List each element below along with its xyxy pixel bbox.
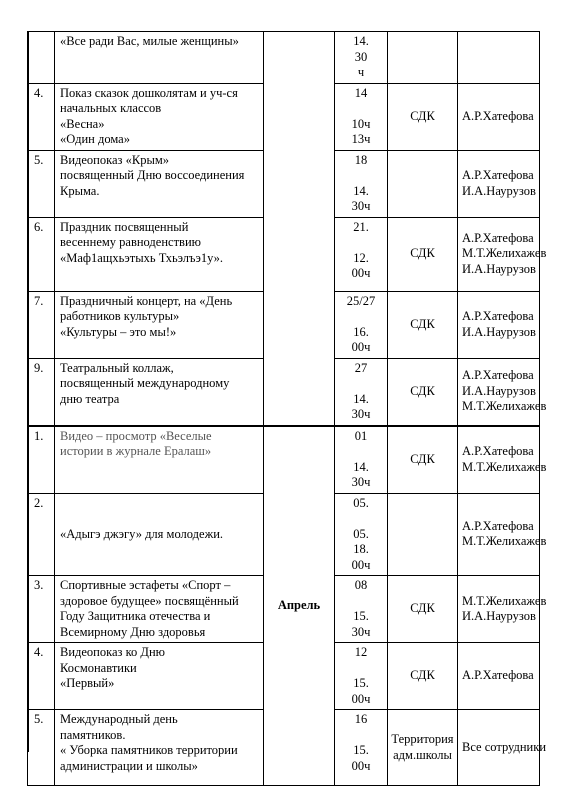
place-cell: СДК <box>388 576 458 643</box>
row-number: 4. <box>28 83 55 150</box>
responsible-line: И.А.Наурузов <box>462 609 536 623</box>
date-line: 30ч <box>351 475 371 489</box>
table-row <box>28 32 540 84</box>
place-cell <box>388 493 458 576</box>
responsible-line: Все сотрудники <box>462 739 547 754</box>
place-cell <box>388 32 458 84</box>
event-line: администрации и школы» <box>60 758 198 773</box>
responsible-line: А.Р.Хатефова <box>462 518 534 533</box>
event-cell <box>55 493 264 576</box>
responsible-line: А.Р.Хатефова <box>462 668 534 683</box>
date-time-cell <box>335 291 388 358</box>
responsible-line: М.Т.Желихажев <box>462 593 547 608</box>
date-line: 14. <box>353 391 369 406</box>
date-line: 14. <box>353 34 369 48</box>
date-line <box>335 594 387 610</box>
date-line: 30 <box>354 49 368 64</box>
event-line: Международный день <box>60 712 178 726</box>
event-line: Театральный коллаж, <box>60 360 174 375</box>
date-line: 00ч <box>351 266 371 280</box>
table-row <box>28 426 540 494</box>
date-line: 27 <box>354 360 368 375</box>
responsible-line: М.Т.Желихажев <box>462 246 547 261</box>
event-cell <box>55 32 264 84</box>
date-time-cell <box>335 358 388 426</box>
date-line <box>335 235 387 251</box>
event-line: здоровое будущее» посвящённый <box>60 593 239 608</box>
left-border <box>27 31 29 752</box>
event-cell <box>55 358 264 426</box>
responsible-line: И.А.Наурузов <box>462 183 536 198</box>
responsible-line: А.Р.Хатефова <box>462 309 534 323</box>
responsible-cell <box>458 643 540 710</box>
responsible-line: А.Р.Хатефова <box>462 108 534 123</box>
date-line: 01 <box>354 428 368 443</box>
date-time-cell <box>335 576 388 643</box>
date-line: 15. <box>353 676 369 690</box>
responsible-line: А.Р.Хатефова <box>462 368 534 383</box>
event-cell <box>55 710 264 786</box>
responsible-line: М.Т.Желихажев <box>462 534 547 549</box>
event-cell <box>55 291 264 358</box>
date-line: 15. <box>353 609 369 623</box>
date-line: 14. <box>353 183 369 198</box>
responsible-line: М.Т.Желихажев <box>462 459 547 474</box>
date-line <box>335 168 387 184</box>
event-cell <box>55 83 264 150</box>
event-line: начальных классов <box>60 101 162 115</box>
date-line: 12 <box>354 645 368 659</box>
event-line: дню театра <box>60 391 120 406</box>
date-time-cell <box>335 426 388 494</box>
date-line <box>335 101 387 117</box>
event-line: Году Защитника отечества и <box>60 609 211 623</box>
month-cell-empty <box>264 32 335 426</box>
date-line: 25/27 <box>346 293 376 308</box>
row-number: 6. <box>28 217 55 291</box>
event-line: «Первый» <box>60 676 115 690</box>
event-line: Космонавтики <box>60 660 137 675</box>
responsible-line: М.Т.Желихажев <box>462 399 547 414</box>
event-line: «Один дома» <box>60 132 130 146</box>
event-line: памятников. <box>60 727 126 742</box>
date-time-cell <box>335 493 388 576</box>
responsible-line: И.А.Наурузов <box>462 261 536 276</box>
place-cell: Территория адм.школы <box>388 710 458 786</box>
responsible-cell <box>458 83 540 150</box>
date-line <box>335 661 387 677</box>
event-cell <box>55 426 264 494</box>
event-line: Крыма. <box>60 183 100 198</box>
event-line: « Уборка памятников территории <box>60 743 238 757</box>
event-line: истории в журнале Ералаш» <box>60 444 212 458</box>
responsible-line: А.Р.Хатефова <box>462 168 534 182</box>
month-cell: Апрель <box>264 426 335 786</box>
responsible-cell <box>458 150 540 217</box>
date-line <box>335 444 387 460</box>
responsible-cell <box>458 32 540 84</box>
responsible-cell <box>458 217 547 291</box>
date-line: 00ч <box>351 340 371 354</box>
place-cell: СДК <box>388 291 458 358</box>
date-line <box>335 376 387 392</box>
event-line: посвященный Дню воссоединения <box>60 168 245 182</box>
responsible-cell <box>458 358 547 426</box>
date-line: 05. <box>353 495 369 510</box>
row-number: 7. <box>28 291 55 358</box>
date-line <box>335 511 387 527</box>
event-line: Всемирному Дню здоровья <box>60 624 206 639</box>
responsible-line: И.А.Наурузов <box>462 324 536 339</box>
date-line: 12. <box>353 250 369 265</box>
event-line: «Адыгэ джэгу» для молодежи. <box>60 526 224 541</box>
date-line: 14 <box>354 85 368 100</box>
row-number: 3. <box>28 576 55 643</box>
date-line: 00ч <box>351 691 371 706</box>
date-time-cell <box>335 643 388 710</box>
date-time-cell <box>335 217 388 291</box>
responsible-cell <box>458 576 547 643</box>
place-cell: СДК <box>388 358 458 426</box>
event-line: весеннему равноденствию <box>60 235 201 249</box>
date-line: 00ч <box>351 758 371 773</box>
row-number: 5. <box>28 710 55 786</box>
event-line: «Весна» <box>60 116 105 131</box>
date-line: 30ч <box>351 624 371 639</box>
event-cell <box>55 150 264 217</box>
date-line: 15. <box>353 743 369 757</box>
date-line: 16 <box>354 712 368 726</box>
events-table <box>27 31 547 786</box>
date-line: 10ч <box>351 116 371 131</box>
row-number <box>28 32 55 84</box>
row-number: 5. <box>28 150 55 217</box>
event-line: Видео – просмотр «Веселые <box>60 428 212 443</box>
date-line: 30ч <box>351 199 371 213</box>
date-time-cell <box>335 32 388 84</box>
event-line: Показ сказок дошколятам и уч-ся <box>60 85 238 100</box>
place-cell: СДК <box>388 217 458 291</box>
date-line: 13ч <box>351 132 371 146</box>
row-number: 4. <box>28 643 55 710</box>
date-line: ч <box>357 65 365 79</box>
date-time-cell <box>335 83 388 150</box>
place-cell: СДК <box>388 83 458 150</box>
event-line: работников культуры» <box>60 309 180 323</box>
responsible-line: И.А.Наурузов <box>462 383 536 398</box>
date-time-cell <box>335 150 388 217</box>
event-cell <box>55 576 264 643</box>
event-line: «Маф1ащхьэтыхь Тхьэлъэ1у». <box>60 250 224 265</box>
date-line: 16. <box>353 324 369 339</box>
responsible-line: А.Р.Хатефова <box>462 444 534 458</box>
date-line: 08 <box>354 578 368 592</box>
responsible-line: А.Р.Хатефова <box>462 230 534 245</box>
event-line: Праздничный концерт, на «День <box>60 293 233 308</box>
event-cell <box>55 217 264 291</box>
event-line: Праздник посвященный <box>60 219 189 234</box>
event-line: Спортивные эстафеты «Спорт – <box>60 578 231 592</box>
date-time-cell <box>335 710 388 786</box>
place-cell: СДК <box>388 643 458 710</box>
date-line: 05. <box>353 526 369 541</box>
responsible-cell <box>458 291 540 358</box>
event-line: «Все ради Вас, милые женщины» <box>60 34 239 48</box>
place-cell: СДК <box>388 426 458 494</box>
date-line: 14. <box>353 459 369 474</box>
event-line: «Культуры – это мы!» <box>60 324 177 339</box>
date-line: 18 <box>354 152 368 167</box>
place-cell <box>388 150 458 217</box>
responsible-cell <box>458 426 547 494</box>
responsible-cell <box>458 493 547 576</box>
date-line: 18. <box>353 542 369 556</box>
event-cell <box>55 643 264 710</box>
row-number: 1. <box>28 426 55 494</box>
date-line: 30ч <box>351 407 371 421</box>
date-line <box>335 728 387 744</box>
event-line: посвященный международному <box>60 376 230 390</box>
event-line: Видеопоказ «Крым» <box>60 152 170 167</box>
event-line: Видеопоказ ко Дню <box>60 645 165 659</box>
responsible-cell <box>458 710 547 786</box>
date-line: 00ч <box>351 557 371 572</box>
date-line: 21. <box>353 219 369 234</box>
schedule-sheet <box>27 31 547 773</box>
date-line <box>335 309 387 325</box>
row-number: 2. <box>28 493 55 576</box>
row-number: 9. <box>28 358 55 426</box>
